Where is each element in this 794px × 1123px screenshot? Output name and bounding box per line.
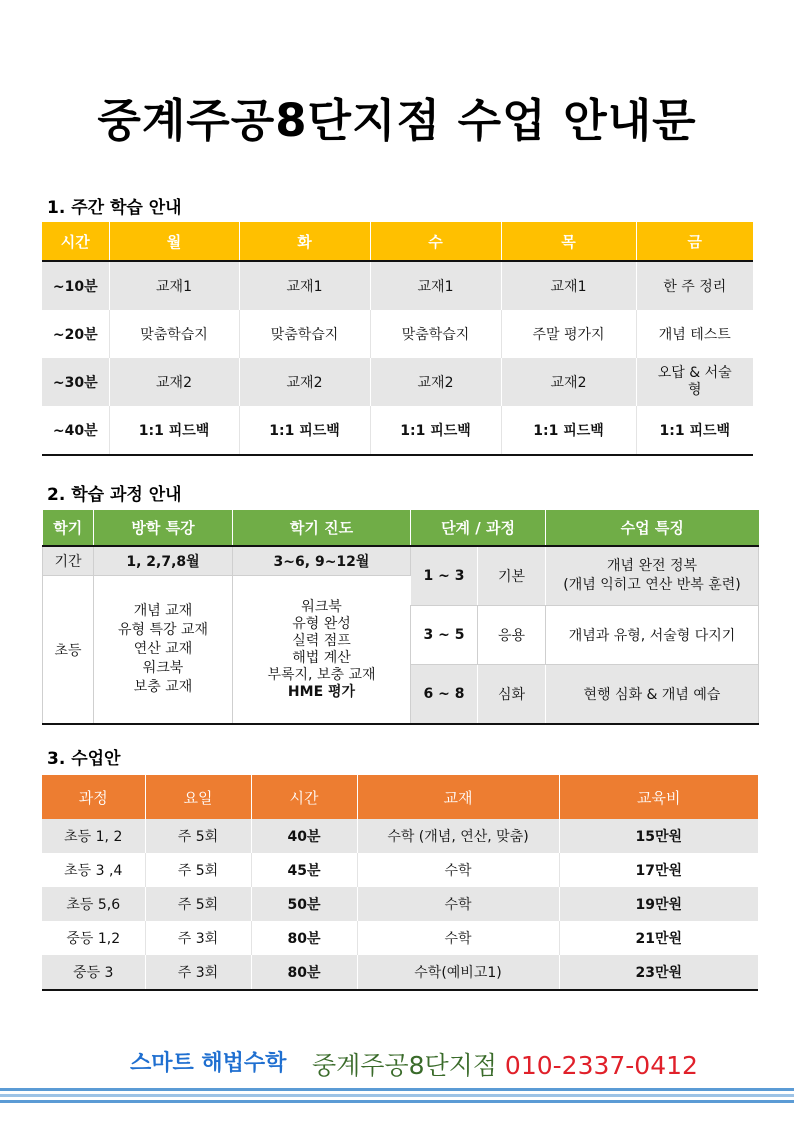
table-cell: 교재2 — [370, 358, 501, 406]
table-cell: 수학 — [357, 921, 559, 955]
list-item: 연산 교재 — [133, 641, 193, 657]
table-cell: 주 3회 — [145, 921, 251, 955]
table-cell: 맞춤학습지 — [370, 310, 501, 358]
page-title: 중계주공8단지점 수업 안내문 — [97, 94, 697, 147]
section1-heading: 1. 주간 학습 안내 — [47, 198, 182, 218]
section3-heading: 3. 수업안 — [47, 749, 121, 769]
stripe-divider — [0, 1088, 794, 1091]
feature-line: 개념과 유형, 서술형 다지기 — [568, 628, 736, 644]
table-header-row — [42, 222, 753, 261]
list-item: HME 평가 — [287, 683, 356, 700]
table-row — [43, 546, 759, 576]
table-cell: 23만원 — [559, 955, 758, 990]
table-header-row — [42, 775, 758, 819]
table-cell: 주 5회 — [145, 853, 251, 887]
stage-feature — [546, 606, 759, 665]
period-semester: 3~6, 9~12월 — [233, 546, 411, 576]
header-cell: 단계 / 과정 — [411, 510, 546, 546]
table-cell: 1:1 피드백 — [239, 406, 370, 455]
time-cell: ~30분 — [42, 358, 109, 406]
header-cell: 수 — [370, 222, 501, 261]
table-cell: 맞춤학습지 — [109, 310, 239, 358]
header-cell: 교재 — [357, 775, 559, 819]
header-cell: 화 — [239, 222, 370, 261]
grade-label: 초등 — [43, 576, 94, 725]
header-cell: 요일 — [145, 775, 251, 819]
section2-heading: 2. 학습 과정 안내 — [47, 485, 182, 505]
table-cell: 1:1 피드백 — [370, 406, 501, 455]
table-cell: 교재2 — [239, 358, 370, 406]
table-cell: 주 5회 — [145, 819, 251, 853]
header-cell: 목 — [501, 222, 636, 261]
table-row — [42, 921, 758, 955]
list-item: 유형 특강 교재 — [117, 622, 209, 638]
list-item: 워크북 — [142, 660, 184, 676]
table-cell: 맞춤학습지 — [239, 310, 370, 358]
table-cell: 수학(예비고1) — [357, 955, 559, 990]
period-vacation: 1, 2,7,8월 — [94, 546, 233, 576]
class-plan-table — [42, 775, 758, 991]
brand-logo: 스마트 해법수학 — [130, 1051, 287, 1076]
header-cell: 금 — [636, 222, 753, 261]
table-cell: 오답 & 서술형 — [636, 358, 753, 406]
table-cell: 교재2 — [501, 358, 636, 406]
header-cell: 교육비 — [559, 775, 758, 819]
footer-stripes — [0, 1088, 794, 1106]
table-cell: 1:1 피드백 — [501, 406, 636, 455]
stage-name: 기본 — [478, 546, 546, 606]
feature-line: 현행 심화 & 개념 예습 — [583, 687, 721, 703]
table-cell: 17만원 — [559, 853, 758, 887]
stage-range: 1 ~ 3 — [411, 546, 478, 606]
list-item: 유형 완성 — [292, 615, 351, 632]
table-cell: 21만원 — [559, 921, 758, 955]
time-cell: ~10분 — [42, 261, 109, 310]
list-item: 보충 교재 — [133, 679, 193, 695]
table-cell: 초등 1, 2 — [42, 819, 145, 853]
table-cell: 교재1 — [501, 261, 636, 310]
stage-name: 응용 — [478, 606, 546, 665]
stripe-divider — [0, 1094, 794, 1097]
table-row — [42, 310, 753, 358]
table-cell: 1:1 피드백 — [109, 406, 239, 455]
table-cell: 80분 — [251, 921, 357, 955]
stage-range: 3 ~ 5 — [411, 606, 478, 665]
table-cell: 초등 5,6 — [42, 887, 145, 921]
header-cell: 학기 진도 — [233, 510, 411, 546]
course-table — [42, 510, 759, 725]
table-cell: 80분 — [251, 955, 357, 990]
stripe-divider — [0, 1100, 794, 1103]
stage-feature — [546, 546, 759, 606]
list-item: 워크북 — [301, 598, 342, 615]
header-cell: 과정 — [42, 775, 145, 819]
table-cell: 주 5회 — [145, 887, 251, 921]
table-cell: 중등 1,2 — [42, 921, 145, 955]
table-cell: 수학 — [357, 887, 559, 921]
stage-name: 심화 — [478, 665, 546, 725]
table-cell: 개념 테스트 — [636, 310, 753, 358]
header-cell: 시간 — [42, 222, 109, 261]
list-item: 실력 점프 — [292, 632, 351, 649]
table-cell: 주말 평가지 — [501, 310, 636, 358]
table-row — [42, 819, 758, 853]
stage-feature — [546, 665, 759, 725]
phone-number: 010-2337-0412 — [504, 1051, 698, 1080]
table-header-row — [43, 510, 759, 546]
feature-line: (개념 익히고 연산 반복 훈련) — [563, 577, 741, 593]
weekly-schedule-table — [42, 222, 753, 456]
list-item: 개념 교재 — [133, 603, 193, 619]
table-row — [42, 406, 753, 455]
header-cell: 월 — [109, 222, 239, 261]
table-cell: 중등 3 — [42, 955, 145, 990]
table-cell: 50분 — [251, 887, 357, 921]
table-cell: 수학 — [357, 853, 559, 887]
period-label: 기간 — [43, 546, 94, 576]
table-cell: 초등 3 ,4 — [42, 853, 145, 887]
table-cell: 교재1 — [109, 261, 239, 310]
header-cell: 학기 — [43, 510, 94, 546]
header-cell: 수업 특징 — [546, 510, 759, 546]
list-item: 해법 계산 — [292, 649, 351, 666]
table-cell: 한 주 정리 — [636, 261, 753, 310]
table-row — [42, 955, 758, 990]
time-cell: ~20분 — [42, 310, 109, 358]
table-cell: 15만원 — [559, 819, 758, 853]
semester-items — [233, 576, 411, 725]
table-row — [42, 887, 758, 921]
table-cell: 40분 — [251, 819, 357, 853]
table-cell: 교재1 — [239, 261, 370, 310]
stage-range: 6 ~ 8 — [411, 665, 478, 725]
list-item: 부록지, 보충 교재 — [267, 666, 376, 683]
footer-contact — [312, 1046, 698, 1082]
header-cell: 시간 — [251, 775, 357, 819]
table-row — [42, 261, 753, 310]
table-cell: 19만원 — [559, 887, 758, 921]
table-cell: 수학 (개념, 연산, 맞춤) — [357, 819, 559, 853]
table-row — [42, 853, 758, 887]
vacation-items — [94, 576, 233, 725]
table-cell: 교재2 — [109, 358, 239, 406]
table-cell: 1:1 피드백 — [636, 406, 753, 455]
header-cell: 방학 특강 — [94, 510, 233, 546]
table-cell: 교재1 — [370, 261, 501, 310]
table-row — [42, 358, 753, 406]
feature-line: 개념 완전 정복 — [606, 558, 698, 574]
branch-name: 중계주공8단지점 — [312, 1051, 497, 1080]
time-cell: ~40분 — [42, 406, 109, 455]
table-cell: 주 3회 — [145, 955, 251, 990]
table-cell: 45분 — [251, 853, 357, 887]
